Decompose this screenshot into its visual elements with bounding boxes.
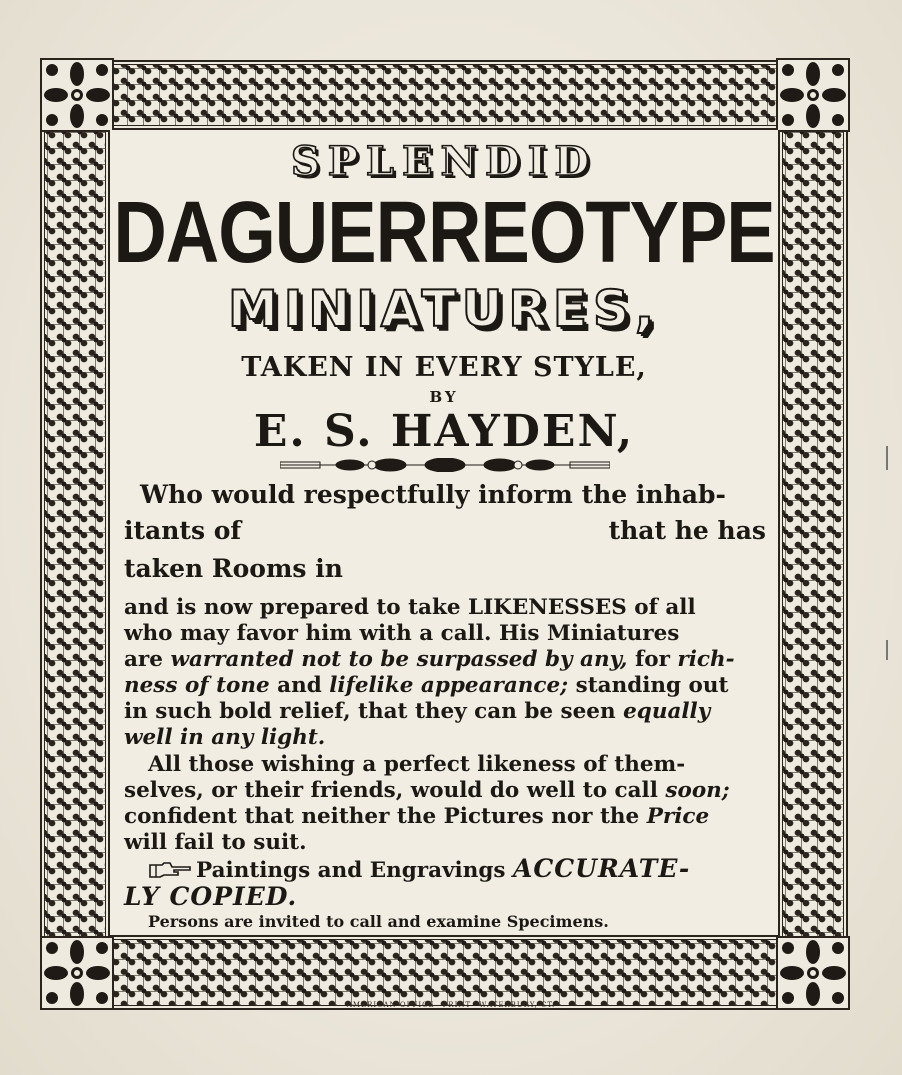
corner-ornament-icon <box>776 936 850 1010</box>
paragraph-row: LY COPIED. <box>124 882 298 911</box>
paragraph-row: who may favor him with a call. His Miniatures <box>124 621 680 646</box>
paragraph-row: All those wishing a perfect likeness of them- <box>148 752 686 777</box>
intro-line-3: taken Rooms in <box>124 554 343 583</box>
printer-imprint: AMERICAN OFFICE—PRINT—WATERBURY, CT. <box>346 1001 556 1009</box>
paragraph-likenesses <box>124 595 768 751</box>
ornamental-border-right <box>778 60 848 1010</box>
paragraph-row: in such bold relief, that they can be seen equally <box>124 699 711 724</box>
ornamental-border-left <box>40 60 110 1010</box>
ornamental-border-bottom <box>40 935 848 1010</box>
intro-line-1: Who would respectfully inform the inhab- <box>140 480 726 509</box>
subhead: TAKEN IN EVERY STYLE, <box>241 352 647 383</box>
corner-ornament-icon <box>40 936 114 1010</box>
paragraph-row: Paintings and Engravings ACCURATE- <box>124 856 768 884</box>
ornamental-rule-icon <box>280 458 610 472</box>
margin-mark <box>886 640 888 660</box>
ornamental-border-top <box>40 60 848 130</box>
paragraph-row: will fail to suit. <box>124 830 307 855</box>
headline-splendid: SPLENDID <box>290 138 598 185</box>
poster-text-panel <box>110 130 778 935</box>
paragraph-row: selves, or their friends, would do well to call soon; <box>124 778 730 803</box>
margin-mark <box>886 446 888 470</box>
pointing-hand-icon <box>148 861 192 879</box>
headline-miniatures: MINIATURES, <box>228 280 660 338</box>
intro-line-2-right: that he has <box>608 516 766 545</box>
headline-daguerreotype: DAGUERREOTYPE <box>113 183 775 282</box>
intro-line-2-left: itants of <box>124 516 242 545</box>
paragraph-row: well in any light. <box>124 725 326 750</box>
persons-invited-line: Persons are invited to call and examine Specimens. <box>148 912 609 931</box>
paragraph-invitation <box>124 752 768 856</box>
corner-ornament-icon <box>776 58 850 132</box>
paragraph-row: confident that neither the Pictures nor the Price <box>124 804 710 829</box>
paragraph-row: ness of tone and lifelike appearance; standing out <box>124 673 729 698</box>
by-label: BY <box>429 388 459 406</box>
paragraph-row: are warranted not to be surpassed by any, for rich- <box>124 647 735 672</box>
corner-ornament-icon <box>40 58 114 132</box>
paragraph-paintings <box>124 856 768 912</box>
paragraph-row: and is now prepared to take LIKENESSES of all <box>124 595 696 620</box>
proprietor-name: E. S. HAYDEN, <box>253 406 635 457</box>
